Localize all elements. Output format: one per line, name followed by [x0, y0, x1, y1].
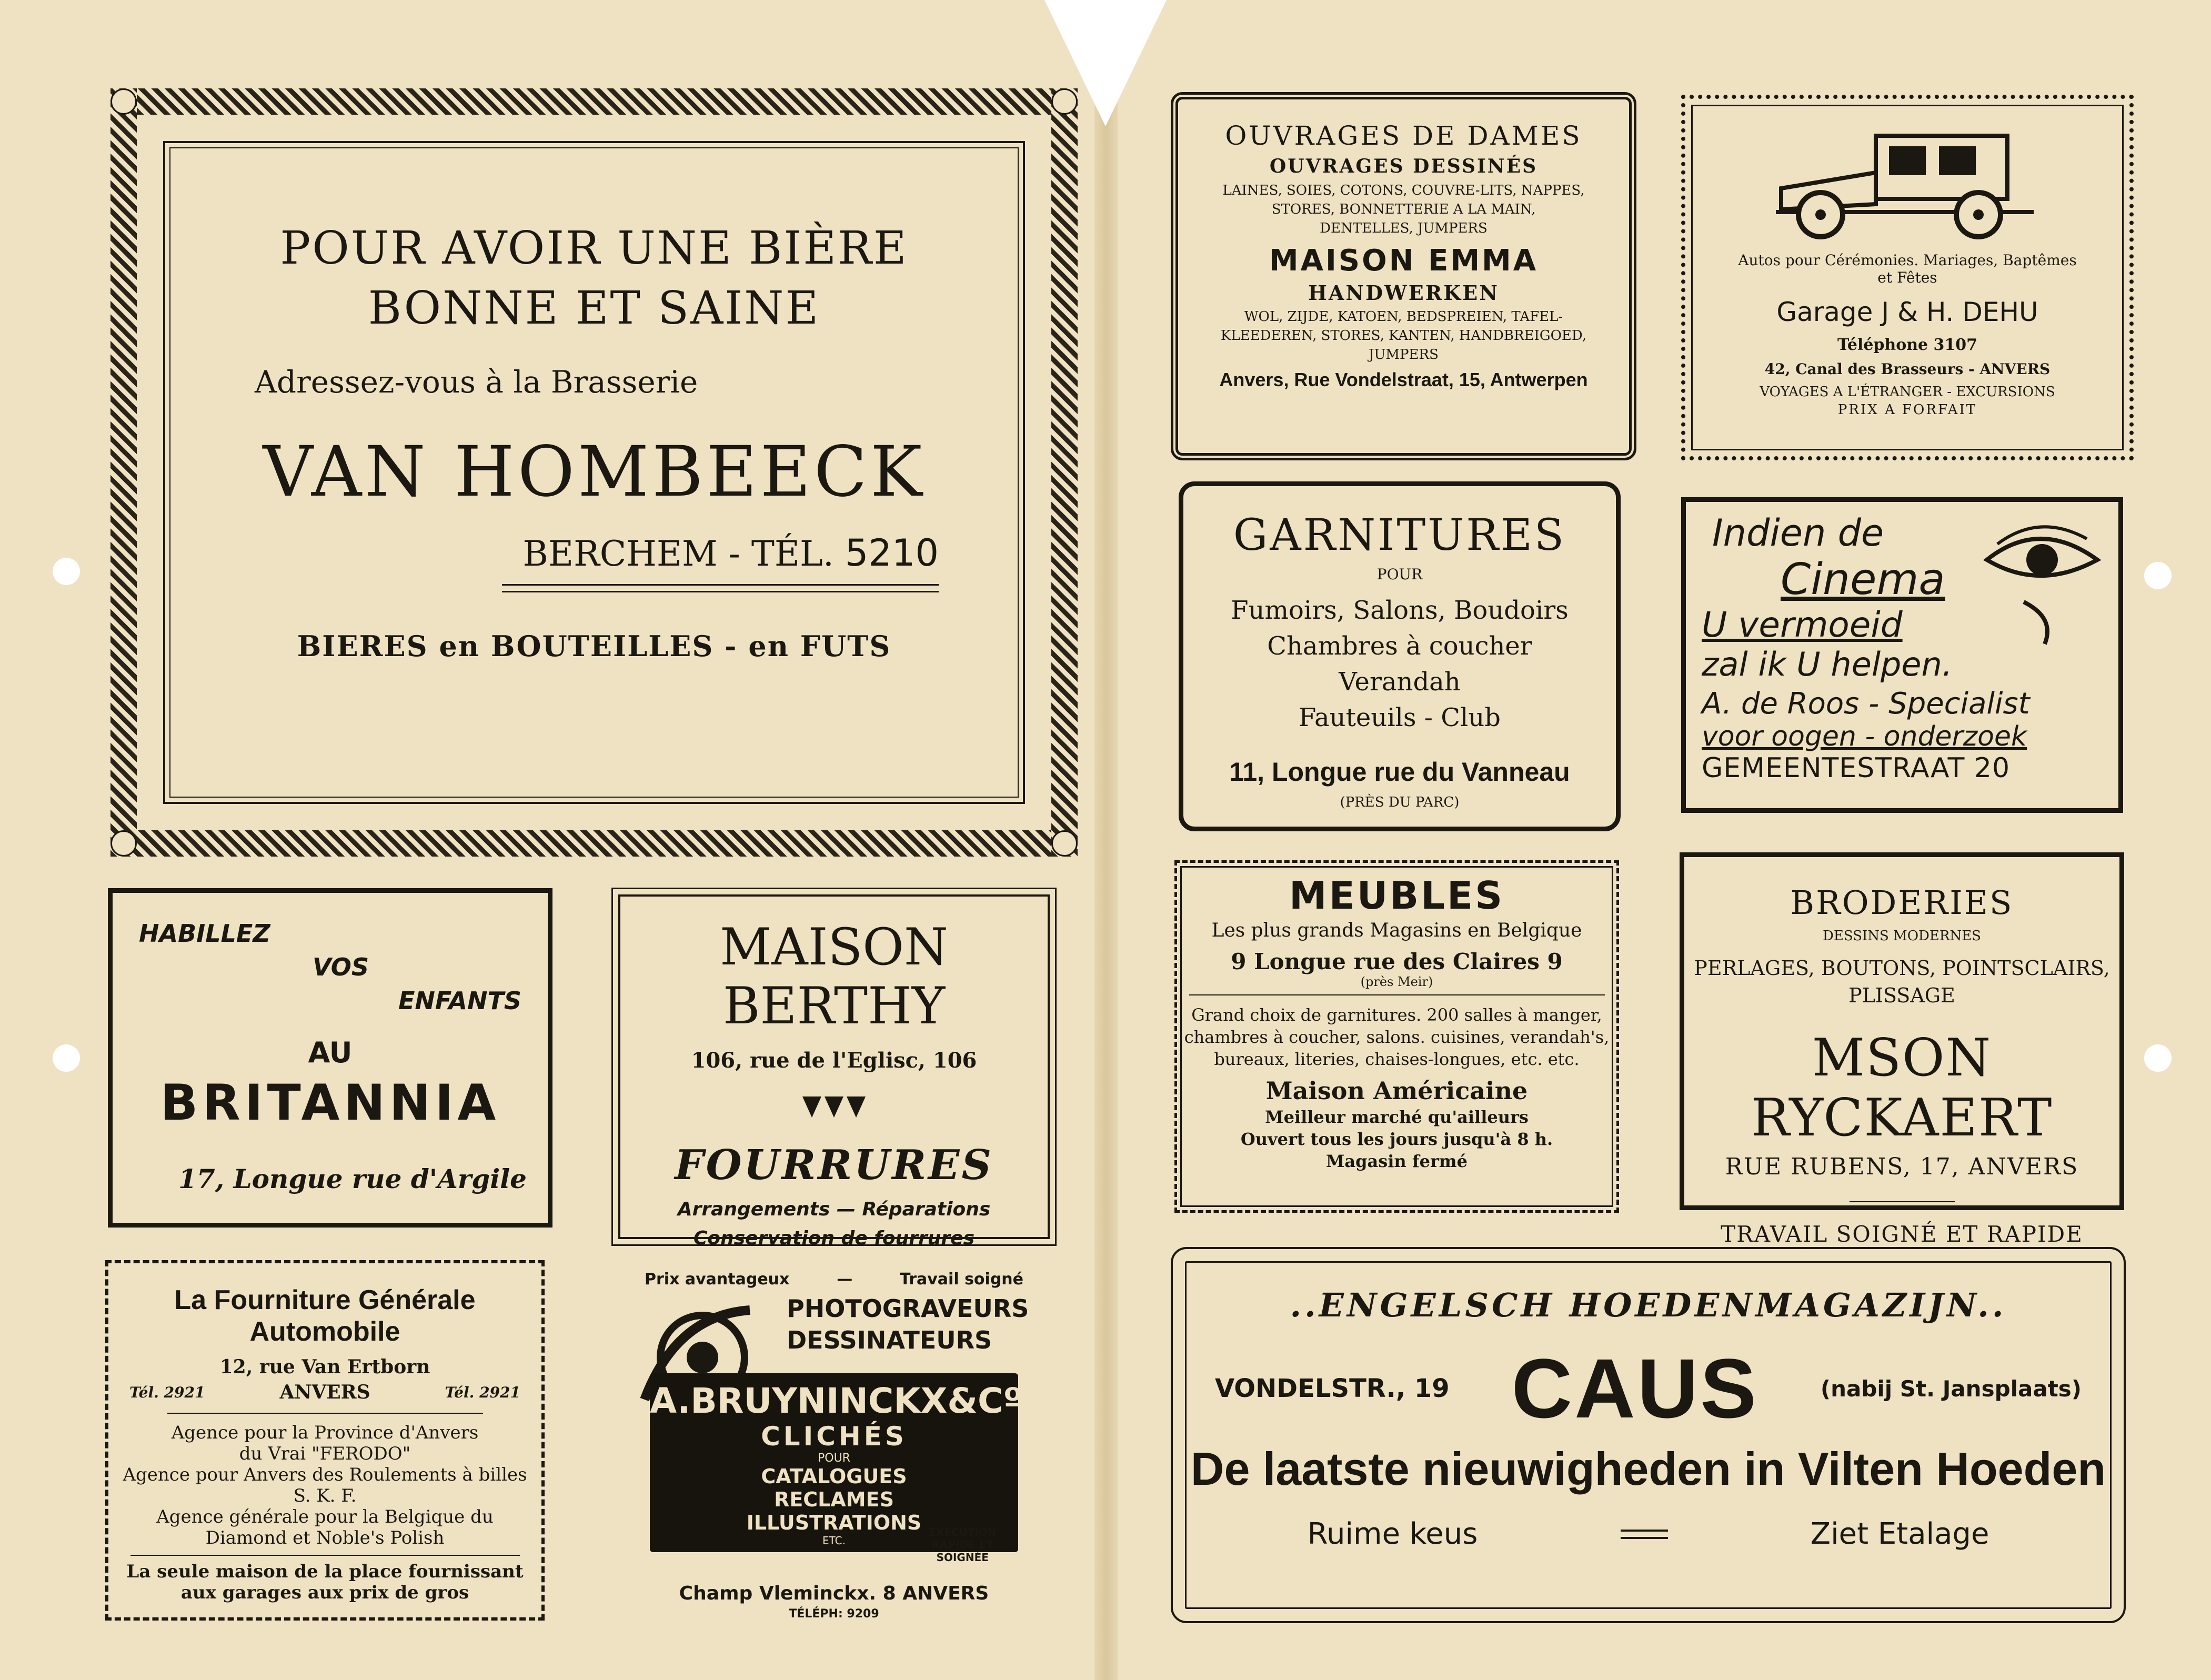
- black-panel: [650, 1373, 1023, 1552]
- address-line: Champ Vleminckx. 8 ANVERS: [679, 1583, 989, 1604]
- divider: [1189, 994, 1605, 995]
- product-line: STORES, BONNETTERIE A LA MAIN,: [1271, 202, 1536, 217]
- border-ornament: [110, 88, 1078, 115]
- caus-footer-row: [1236, 1517, 2061, 1551]
- agency-line: Diamond et Noble's Polish: [205, 1527, 445, 1548]
- tel-left: Tél. 2921: [129, 1383, 205, 1401]
- berthy-ad: [618, 894, 1050, 1289]
- product-line: chambres à coucher, salons. cuisines, verandah's,: [1184, 1027, 1610, 1047]
- product-line: Chambres à coucher: [1267, 631, 1532, 661]
- address-line: 11, Longue rue du Vanneau: [1229, 757, 1570, 787]
- headline-line: OUVRAGES DE DAMES: [1225, 120, 1582, 151]
- bruyninckx-ad: [634, 1284, 1034, 1626]
- border-ornament: [1051, 88, 1078, 857]
- execution-note: [929, 1526, 997, 1564]
- note-line: EXÉCUTION: [929, 1526, 997, 1538]
- ad-footer: La seule maison de la place fournissant: [126, 1561, 524, 1582]
- footer-left: Prix avantageux: [645, 1270, 790, 1289]
- preposition: POUR: [818, 1452, 850, 1465]
- headline-line: DESSINATEURS: [787, 1326, 992, 1354]
- broderies-ad: [1680, 852, 2124, 1247]
- punch-hole: [53, 558, 80, 585]
- address-line: GEMEENTESTRAAT 20: [1702, 752, 2011, 784]
- corner-ornament: [1051, 88, 1078, 115]
- ad-footer: BIERES en BOUTEILLES - en FUTS: [297, 629, 891, 663]
- address-line: 17, Longue rue d'Argile: [178, 1163, 527, 1194]
- product-line: Fauteuils - Club: [1299, 703, 1501, 732]
- agency-line: Agence générale pour la Belgique du: [156, 1506, 494, 1527]
- divider: [167, 1413, 483, 1414]
- divider: [1621, 1530, 1668, 1539]
- punch-hole: [53, 1044, 80, 1072]
- tel-row: [129, 1381, 520, 1403]
- headline-line: ..ENGELSCH HOEDENMAGAZIJN..: [1290, 1286, 2007, 1324]
- shop-name: MSON RYCKAERT: [1751, 1028, 2053, 1148]
- headline-line: HABILLEZ: [139, 919, 270, 948]
- headline-line: Indien de: [1712, 511, 1884, 555]
- corner-ornament: [110, 88, 137, 115]
- product-line: CATALOGUES: [761, 1465, 907, 1488]
- subheadline: DESSINS MODERNES: [1823, 928, 1981, 944]
- divider: [502, 591, 939, 592]
- preposition: POUR: [1376, 566, 1423, 583]
- product-title: FOURRURES: [675, 1141, 993, 1189]
- tel-right: Tél. 2921: [445, 1383, 520, 1401]
- dehu-ad: [1681, 95, 2134, 460]
- subheadline: Les plus grands Magasins en Belgique: [1211, 920, 1582, 941]
- agency-line: du Vrai "FERODO": [239, 1443, 411, 1464]
- address-text: BERCHEM - TÉL.: [522, 534, 834, 574]
- van-hombeeck-panel: [163, 141, 1025, 804]
- message-line: U vermoeid: [1702, 605, 1903, 645]
- footer-left: Ruime keus: [1307, 1517, 1478, 1551]
- footer-line: Meilleur marché qu'ailleurs: [1265, 1107, 1529, 1127]
- location-note: (près Meir): [1360, 974, 1433, 989]
- note-line: RAPIDE ET: [931, 1538, 993, 1551]
- location-note: (PRÈS DU PARC): [1340, 794, 1460, 810]
- shop-name: A.BRUYNINCKX&Cº: [650, 1381, 1023, 1421]
- punch-hole: [2144, 562, 2172, 589]
- product-line: Fumoirs, Salons, Boudoirs: [1231, 596, 1569, 625]
- service-line: PRIX A FORFAIT: [1837, 402, 1977, 418]
- footer-dash: —: [837, 1270, 853, 1289]
- specialist-name: A. de Roos - Specialist: [1702, 687, 2030, 721]
- corner-ornament: [110, 830, 137, 857]
- britannia-ad: [108, 888, 552, 1228]
- footer-line: Magasin fermé: [1325, 1151, 1468, 1171]
- tagline: De laatste nieuwigheden in Vilten Hoeden: [1190, 1443, 2106, 1495]
- preposition: AU: [308, 1036, 353, 1069]
- eye-illustration: [1982, 512, 2103, 649]
- fourniture-ad: [105, 1260, 545, 1621]
- service-line: voor oogen - onderzoek: [1702, 721, 2027, 752]
- product-line: WOL, ZIJDE, KATOEN, BEDSPREIEN, TAFEL-: [1244, 309, 1563, 325]
- van-hombeeck-ad: [110, 88, 1078, 857]
- address-line: 42, Canal des Brasseurs - ANVERS: [1764, 360, 2051, 378]
- location-note: (nabij St. Jansplaats): [1820, 1375, 2082, 1402]
- address-line: 12, rue Van Ertborn: [219, 1356, 430, 1378]
- footer-right: Travail soigné: [900, 1270, 1023, 1289]
- address-line: VONDELSTR., 19: [1215, 1374, 1450, 1403]
- service-line: Autos pour Cérémonies. Mariages, Baptêmes: [1738, 252, 2077, 269]
- shop-name: La Fourniture Générale Automobile: [174, 1285, 476, 1347]
- footer-right: Ziet Etalage: [1810, 1517, 1989, 1551]
- address-line: 9 Longue rue des Claires 9: [1231, 949, 1563, 974]
- phone-number: Téléphone 3107: [1837, 336, 1978, 354]
- address-line: [165, 531, 1023, 575]
- garnitures-ad: [1179, 481, 1621, 831]
- product-line: Verandah: [1339, 667, 1461, 697]
- headline-line: POUR AVOIR UNE BIÈRE: [280, 222, 908, 275]
- product-line: KLEEDEREN, STORES, KANTEN, HANDBREIGOED,: [1220, 328, 1587, 344]
- caus-name-row: [1215, 1340, 2082, 1437]
- caus-ad: [1171, 1247, 2126, 1623]
- headline-line: ENFANTS: [398, 987, 521, 1015]
- address-line: 106, rue de l'Eglisc, 106: [691, 1048, 977, 1073]
- phone-number: TÉLÉPH: 9209: [789, 1607, 879, 1621]
- product-line: PERLAGES, BOUTONS, POINTSCLAIRS,: [1694, 957, 2110, 980]
- shop-name: Maison Américaine: [1265, 1077, 1528, 1105]
- note-line: SOIGNÉE: [936, 1551, 989, 1564]
- agency-line: Agence pour la Province d'Anvers: [171, 1422, 479, 1443]
- shop-name: Garage J & H. DEHU: [1776, 297, 2038, 327]
- product-title: BRODERIES: [1790, 883, 2014, 922]
- product-title: GARNITURES: [1233, 510, 1566, 560]
- border-ornament: [110, 830, 1078, 857]
- page-gutter: [1094, 0, 1118, 1680]
- service-line: Arrangements — Réparations: [677, 1199, 991, 1220]
- message-line: zal ik U helpen.: [1702, 645, 1953, 683]
- divider: [130, 1555, 520, 1556]
- meubles-ad: [1174, 860, 1619, 1213]
- shop-name: CAUS: [1511, 1341, 1758, 1435]
- emma-ad: [1171, 92, 1636, 460]
- divider: [502, 584, 939, 586]
- subheadline: Adressez-vous à la Brasserie: [255, 364, 698, 400]
- deroos-ad: [1681, 497, 2123, 813]
- product-line: ILLUSTRATIONS: [746, 1511, 922, 1534]
- product-line: LAINES, SOIES, COTONS, COUVRE-LITS, NAPPES,: [1222, 183, 1585, 198]
- service-line: et Fêtes: [1877, 269, 1937, 286]
- product-line: DENTELLES, JUMPERS: [1320, 220, 1488, 236]
- headline-line: PHOTOGRAVEURS: [787, 1294, 1029, 1323]
- address-line: Anvers, Rue Vondelstraat, 15, Antwerpen: [1219, 369, 1588, 390]
- shop-name-dutch: HANDWERKEN: [1308, 281, 1500, 305]
- shop-name: MAISON EMMA: [1269, 244, 1539, 278]
- divider: [1850, 1201, 1955, 1202]
- phone-number: 5210: [845, 531, 939, 575]
- ad-footer: aux garages aux prix de gros: [180, 1582, 469, 1603]
- service-line: VOYAGES A L'ÉTRANGER - EXCURSIONS: [1760, 384, 2055, 400]
- product-line: RECLAMES: [774, 1488, 894, 1511]
- shop-name: MAISON BERTHY: [719, 918, 948, 1035]
- shop-name: BRITANNIA: [160, 1074, 500, 1132]
- corner-ornament: [1051, 830, 1078, 857]
- product-etc: ETC.: [822, 1534, 846, 1547]
- city: ANVERS: [279, 1381, 370, 1403]
- punch-hole: [2144, 1044, 2172, 1072]
- headline-line: VOS: [313, 953, 369, 981]
- agency-line: Agence pour Anvers des Roulements à billes: [123, 1464, 527, 1485]
- service-line: Conservation de fourrures: [693, 1228, 975, 1249]
- product-title: CLICHÉS: [761, 1421, 907, 1452]
- car-illustration: [1771, 120, 2044, 241]
- headline-line: Cinema: [1781, 555, 1945, 605]
- product-line: PLISSAGE: [1848, 984, 1955, 1007]
- headline-line: OUVRAGES DESSINÉS: [1269, 155, 1538, 177]
- address-line: RUE RUBENS, 17, ANVERS: [1725, 1153, 2079, 1180]
- ad-footer: TRAVAIL SOIGNÉ ET RAPIDE: [1721, 1221, 2083, 1247]
- border-ornament: [110, 88, 137, 857]
- footer-line: Ouvert tous les jours jusqu'à 8 h.: [1240, 1129, 1553, 1149]
- shop-name: MEUBLES: [1289, 873, 1505, 918]
- product-line: JUMPERS: [1369, 347, 1439, 363]
- agency-line: S. K. F.: [293, 1485, 357, 1506]
- triangle-ornament: [802, 1094, 866, 1125]
- brewery-name: VAN HOMBEECK: [263, 431, 926, 512]
- headline-line: BONNE ET SAINE: [368, 282, 820, 335]
- product-line: Grand choix de garnitures. 200 salles à manger,: [1191, 1005, 1602, 1025]
- product-line: bureaux, literies, chaises-longues, etc. etc.: [1214, 1049, 1580, 1069]
